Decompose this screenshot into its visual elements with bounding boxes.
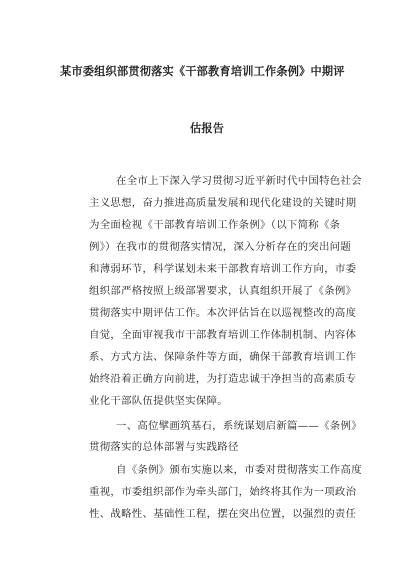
paragraph-line: 组织部严格按照上级部署要求，认真组织开展了《条例》 bbox=[89, 285, 357, 297]
section-heading-line: 贯彻落实的总体部署与实践路径 bbox=[89, 441, 239, 453]
paragraph-line: 贯彻落实中期评估工作。本次评估旨在以巡视整改的高度 bbox=[89, 307, 357, 319]
document-title-line-1: 某市委组织部贯彻落实《干部教育培训工作条例》中期评 bbox=[60, 64, 345, 78]
paragraph-line: 在全市上下深入学习贯彻习近平新时代中国特色社会 bbox=[116, 175, 362, 187]
paragraph-line: 和薄弱环节，科学谋划未来干部教育培训工作方向，市委 bbox=[89, 263, 357, 275]
paragraph-line: 业化干部队伍提供坚实保障。 bbox=[89, 395, 228, 407]
paragraph-line: 性、战略性、基础性工程，摆在突出位置，以强烈的责任 bbox=[89, 508, 357, 520]
paragraph-line: 例》）在我市的贯彻落实情况，深入分析存在的突出问题 bbox=[89, 241, 352, 253]
paragraph-line: 自觉，全面审视我市干部教育培训工作体制机制、内容体 bbox=[89, 329, 357, 341]
paragraph-line: 主义思想，奋力推进高质量发展和现代化建设的关键时期 bbox=[89, 197, 357, 209]
paragraph-line: 自《条例》颁布实施以来，市委对贯彻落实工作高度 bbox=[116, 464, 362, 476]
paragraph-line: 为全面检视《干部教育培训工作条例》（以下简称《条 bbox=[89, 219, 341, 231]
paragraph-line: 重视，市委组织部作为牵头部门，始终将其作为一项政治 bbox=[89, 486, 357, 498]
paragraph-line: 系、方式方法、保障条件等方面，确保干部教育培训工作 bbox=[89, 351, 357, 363]
paragraph-line: 始终沿着正确方向前进，为打造忠诚干净担当的高素质专 bbox=[89, 373, 357, 385]
section-heading-line: 一、高位擘画筑基石，系统谋划启新篇——《条例》 bbox=[116, 420, 362, 432]
document-title-line-2: 估报告 bbox=[190, 121, 225, 135]
